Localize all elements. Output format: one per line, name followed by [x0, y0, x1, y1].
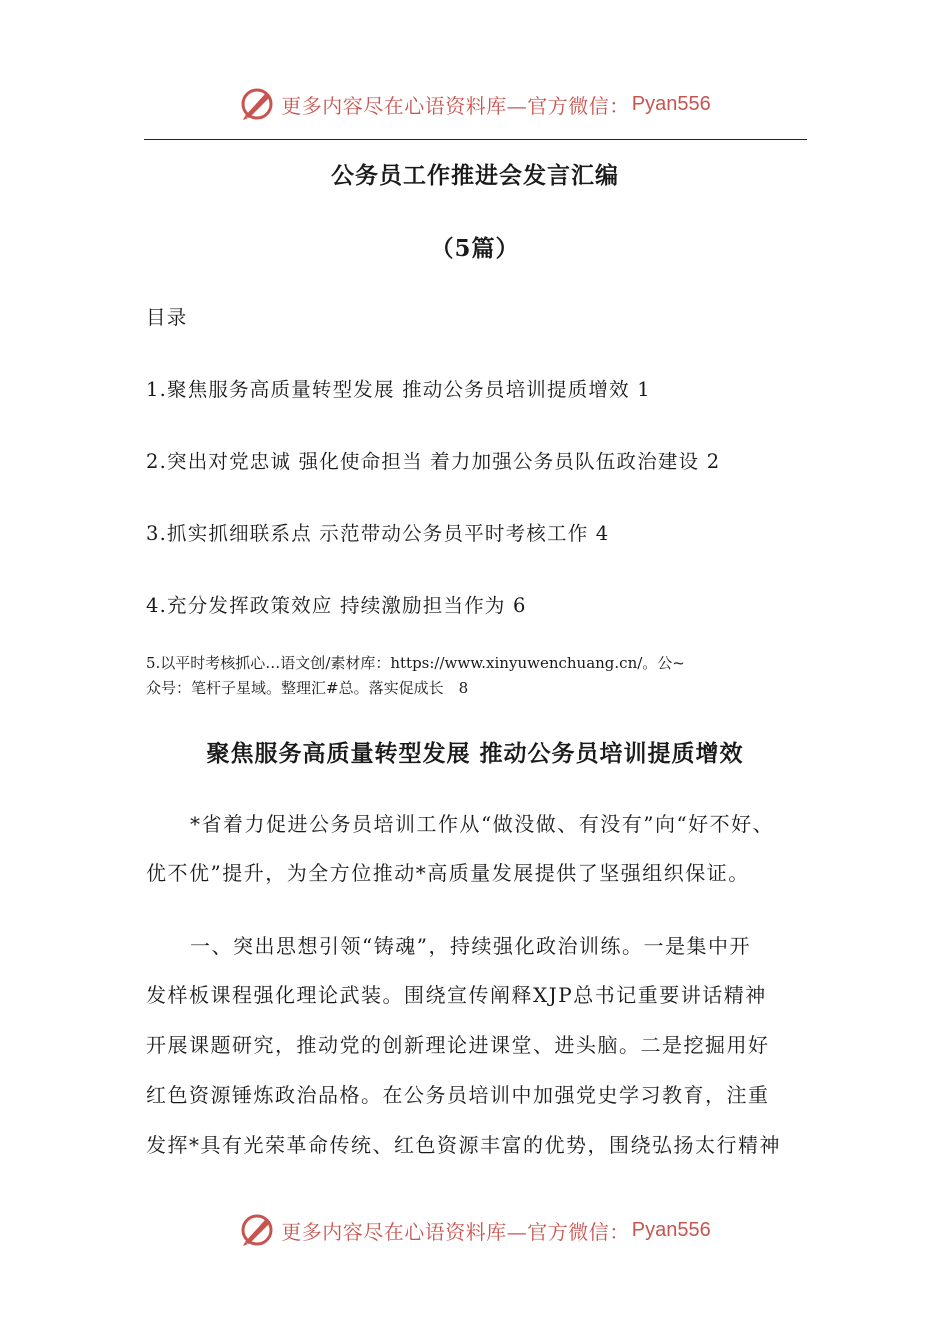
- toc-item: 3.抓实抓细联系点 示范带动公务员平时考核工作 4: [146, 522, 610, 545]
- toc-item: 1.聚焦服务高质量转型发展 推动公务员培训提质增效 1: [146, 378, 651, 401]
- watermark-text: 更多内容尽在心语资料库—官方微信：: [281, 93, 630, 118]
- section-title: 聚焦服务高质量转型发展 推动公务员培训提质增效: [206, 740, 744, 767]
- toc-item: 4.充分发挥政策效应 持续激励担当作为 6: [146, 594, 527, 617]
- body-line: 红色资源锤炼政治品格。在公务员培训中加强党史学习教育，注重: [146, 1083, 770, 1107]
- footer-watermark: [0, 1208, 950, 1252]
- body-line: 一、突出思想引领“铸魂”，持续强化政治训练。一是集中开: [190, 934, 751, 958]
- toc-item: 2.突出对党忠诚 强化使命担当 着力加强公务员队伍政治建设 2: [146, 450, 721, 473]
- document-subtitle: （5篇）: [430, 235, 520, 262]
- wechat-id: Pyan556: [631, 92, 711, 115]
- body-line: *省着力促进公务员培训工作从“做没做、有没有”向“好不好、: [190, 812, 775, 836]
- header-divider: [144, 139, 807, 140]
- pen-logo-icon: [239, 86, 275, 122]
- body-line: 优不优”提升，为全方位推动*高质量发展提供了坚强组织保证。: [146, 861, 750, 885]
- header-watermark: [0, 82, 950, 126]
- toc-item-5-line2: 众号：笔杆子星域。整理汇#总。落实促成长 8: [146, 679, 469, 697]
- body-line: 发样板课程强化理论武装。围绕宣传阐释XJP总书记重要讲话精神: [146, 983, 767, 1007]
- toc-item-5-line1: 5.以平时考核抓心…语文创/素材库：https://www.xinyuwenchuang.cn/。公~: [146, 654, 685, 672]
- body-line: 开展课题研究，推动党的创新理论进课堂、进头脑。二是挖掘用好: [146, 1033, 770, 1057]
- watermark-text: 更多内容尽在心语资料库—官方微信：: [281, 1219, 630, 1244]
- wechat-id: Pyan556: [631, 1218, 711, 1241]
- body-line: 发挥*具有光荣革命传统、红色资源丰富的优势，围绕弘扬太行精神: [146, 1133, 781, 1157]
- toc-heading: 目录: [146, 306, 188, 329]
- document-title: 公务员工作推进会发言汇编: [331, 162, 619, 189]
- pen-logo-icon: [239, 1212, 275, 1248]
